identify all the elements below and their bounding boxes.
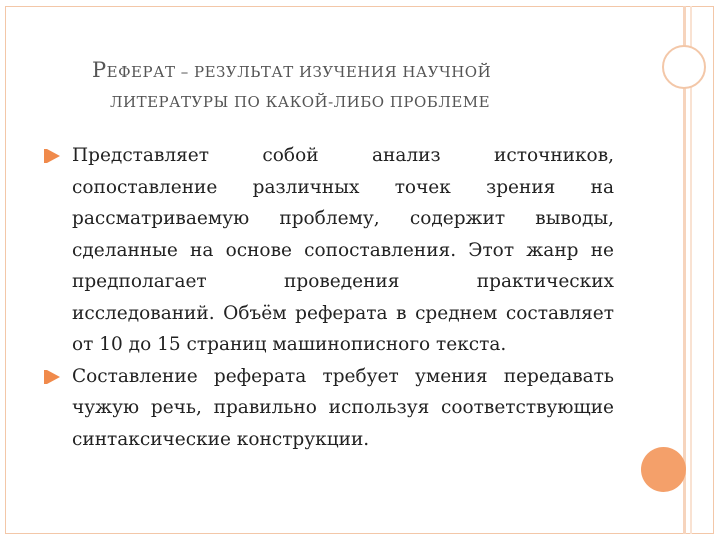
title-initial-letter: Р (92, 58, 107, 82)
bullet-text: Представляет собой анализ источников, сопоставление различных точек зрения на рассматриваемую проблему, содержит выводы, сделанные на основе сопоставления. Этот жанр не предполагает проведения практических исследований. Объём реферата в среднем составляет от 10 до 15 страниц машинописного текста. (72, 145, 614, 355)
bullet-item (72, 361, 614, 456)
triangle-bullet-icon (47, 370, 60, 384)
slide-title (88, 54, 628, 118)
title-line-1 (88, 54, 628, 86)
decorative-circle-filled (641, 447, 686, 492)
title-line-2: ЛИТЕРАТУРЫ ПО КАКОЙ-ЛИБО ПРОБЛЕМЕ (110, 93, 491, 111)
triangle-bullet-icon (47, 149, 60, 163)
title-line-1-text: ЕФЕРАТ – РЕЗУЛЬТАТ ИЗУЧЕНИЯ НАУЧНОЙ (106, 63, 492, 81)
bullet-item (72, 140, 614, 361)
bullet-text: Составление реферата требует умения передавать чужую речь, правильно используя соответствующие синтаксические конструкции. (72, 365, 614, 450)
decorative-circle-outline (662, 45, 706, 89)
slide-body (72, 140, 614, 455)
